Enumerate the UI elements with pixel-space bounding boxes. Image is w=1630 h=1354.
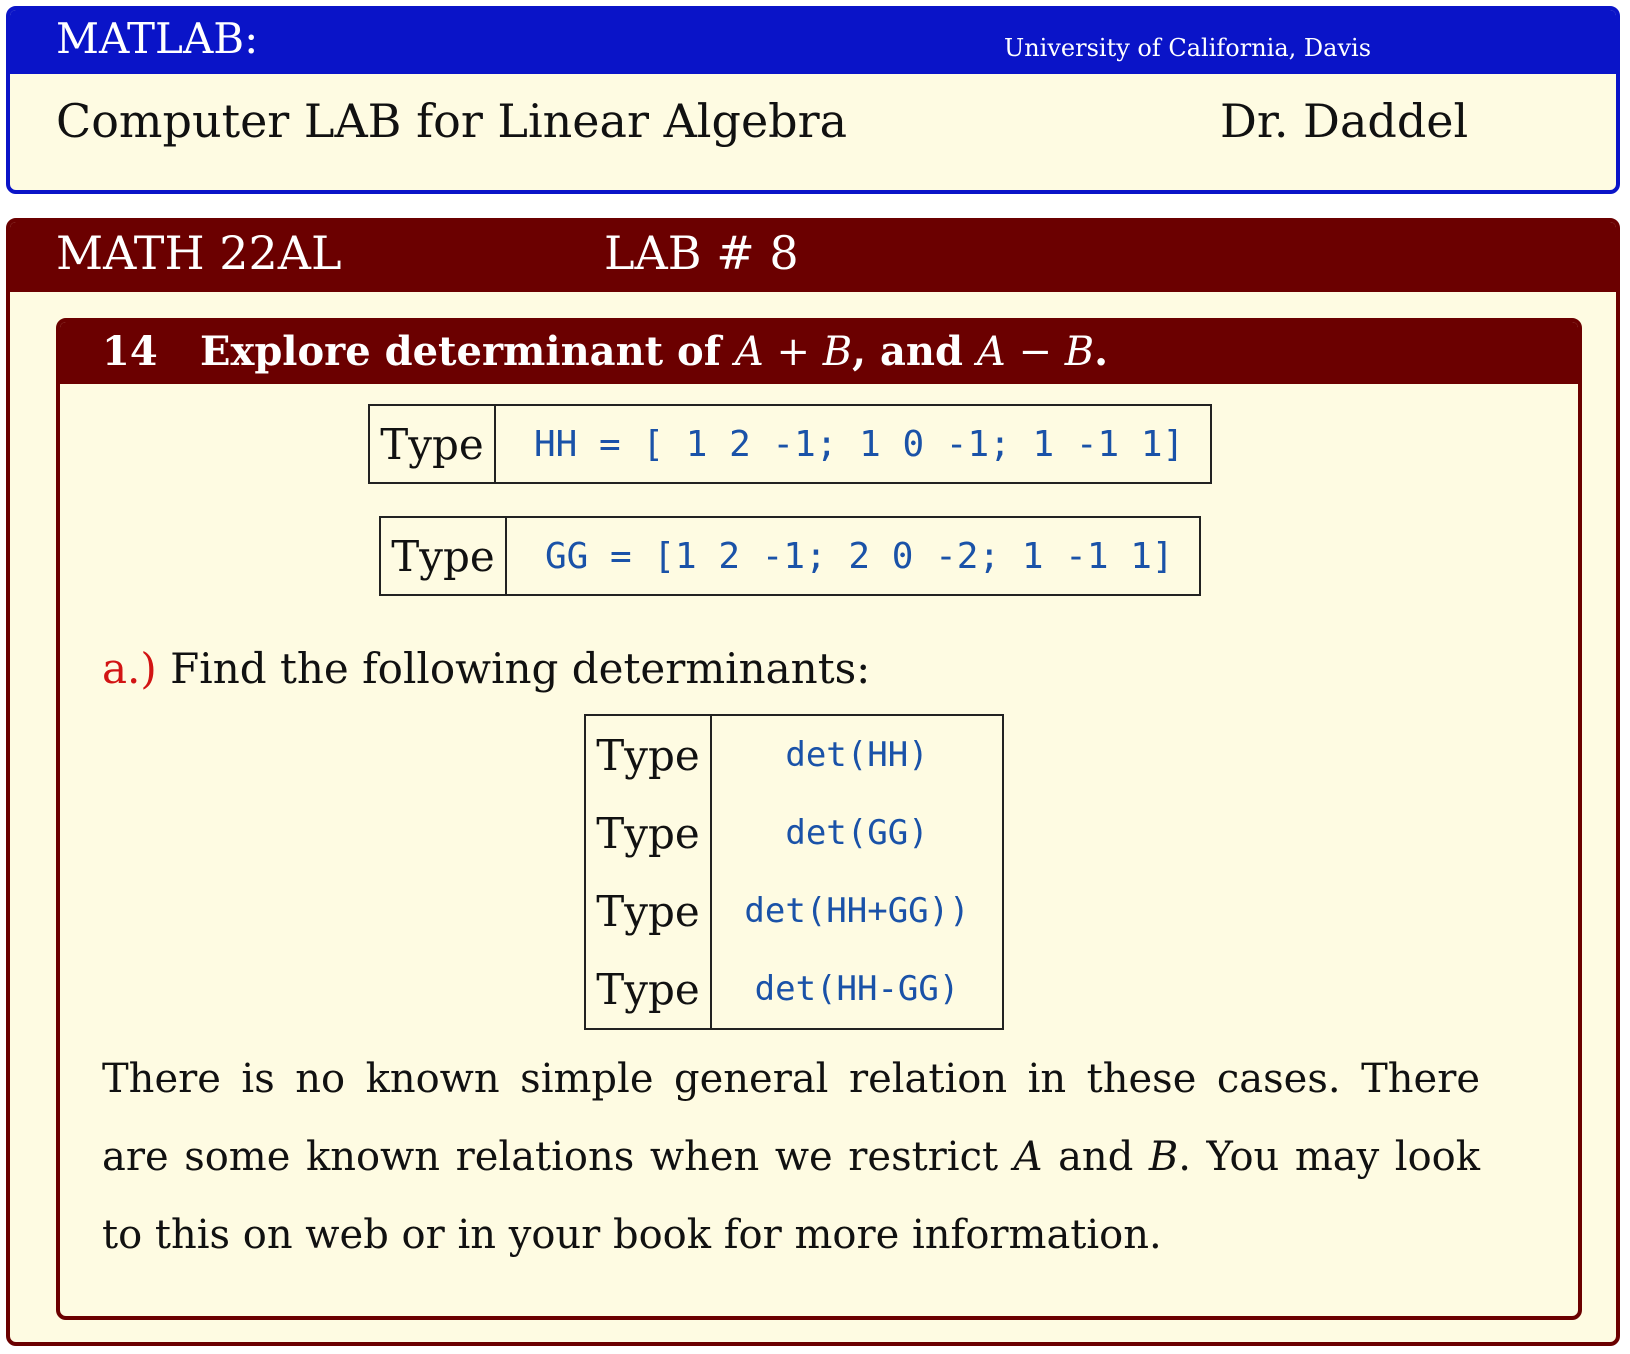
- det-command: det(GG): [785, 813, 929, 853]
- determinant-table: [584, 714, 1004, 1030]
- det-command: det(HH): [785, 735, 929, 775]
- header-box: [6, 6, 1620, 194]
- course-title: Computer LAB for Linear Algebra: [56, 94, 848, 148]
- det-command: det(HH+GG)): [744, 891, 970, 931]
- table-row: [585, 872, 1003, 950]
- var-b: B: [1148, 1134, 1179, 1180]
- type-label: Type: [585, 872, 711, 950]
- section-title: Explore determinant of A + B, and A − B.: [200, 328, 1109, 375]
- lab-box: [6, 218, 1620, 1346]
- section-number: 14: [102, 328, 158, 375]
- command-code-hh: HH = [ 1 2 -1; 1 0 -1; 1 -1 1]: [534, 423, 1185, 465]
- part-a-marker: a.): [102, 644, 157, 693]
- command-box-hh: [368, 404, 1212, 484]
- expr-a-plus-b: A + B: [734, 329, 853, 375]
- course-code: MATH 22AL: [56, 226, 342, 280]
- explanation-paragraph: There is no known simple general relation in these cases. There are some known relations when we restrict A and B. You may look to this on web or in your book for more information.: [102, 1056, 1480, 1258]
- part-a-text: Find the following determinants:: [170, 644, 871, 693]
- header-bar: [10, 10, 1616, 74]
- university-name: University of California, Davis: [1004, 34, 1372, 62]
- section-box: [56, 318, 1582, 1320]
- part-a: [102, 644, 870, 693]
- course-row: [10, 74, 1616, 164]
- type-label: Type: [585, 715, 711, 794]
- type-label: Type: [585, 794, 711, 872]
- table-row: [585, 715, 1003, 794]
- instructor-name: Dr. Daddel: [1220, 94, 1469, 148]
- command-code-gg: GG = [1 2 -1; 2 0 -2; 1 -1 1]: [545, 535, 1174, 577]
- type-label: Type: [370, 406, 496, 482]
- var-a: A: [1013, 1134, 1043, 1180]
- product-title: MATLAB:: [56, 14, 259, 63]
- expr-a-minus-b: A − B: [976, 329, 1095, 375]
- table-row: [585, 794, 1003, 872]
- type-label: Type: [381, 518, 507, 594]
- table-row: [585, 950, 1003, 1029]
- section-bar: [60, 322, 1578, 384]
- type-label: Type: [585, 950, 711, 1029]
- command-box-gg: [379, 516, 1201, 596]
- lab-number: LAB # 8: [604, 226, 799, 280]
- det-command: det(HH-GG): [754, 969, 960, 1009]
- lab-bar: [10, 222, 1616, 292]
